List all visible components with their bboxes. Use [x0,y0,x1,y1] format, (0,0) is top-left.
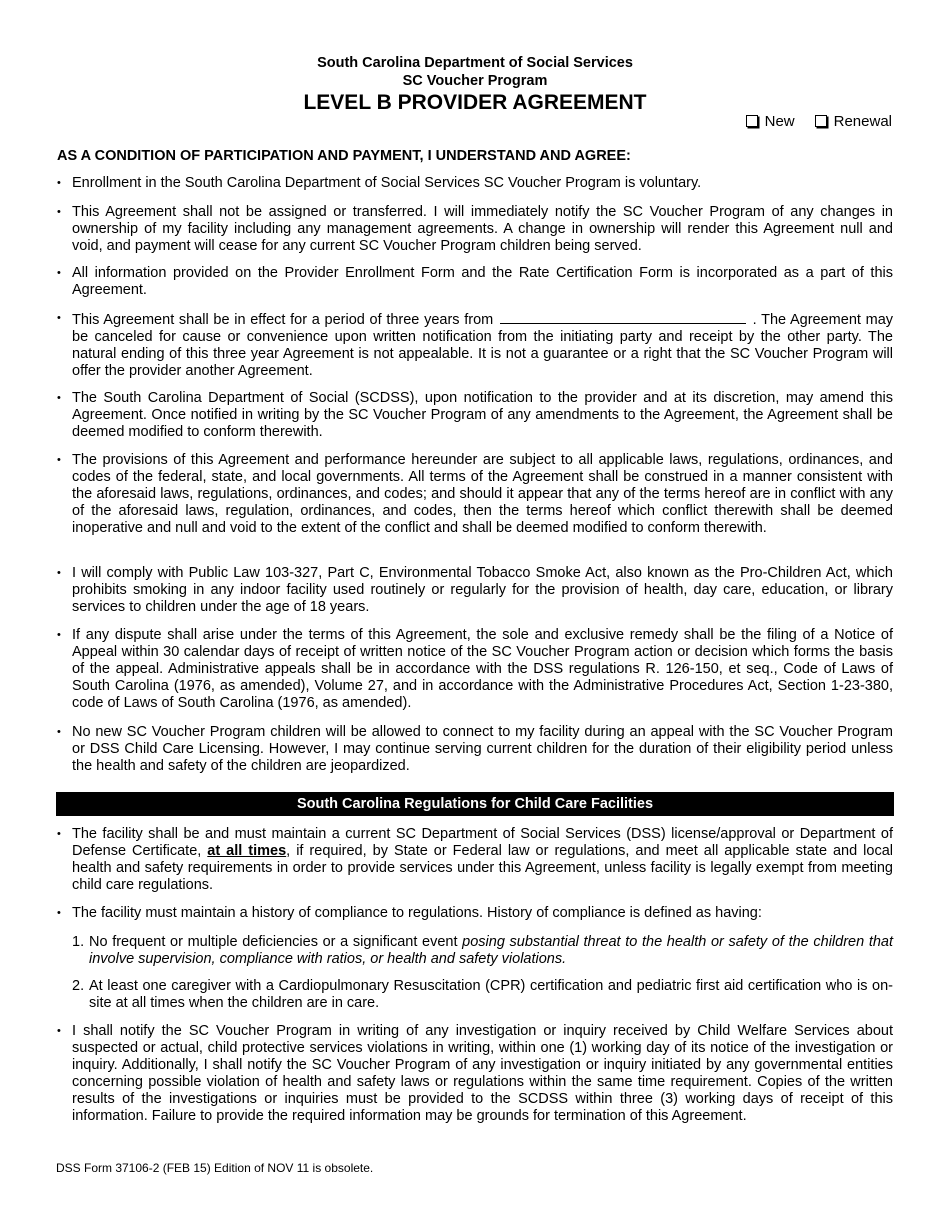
regulations-banner: South Carolina Regulations for Child Care Facilities [56,792,894,816]
term-item-6 [57,452,893,537]
term-text: If any dispute shall arise under the terms of this Agreement, the sole and exclusive remedy shall be the filing of a Notice of Appeal within 30 calendar days of receipt of written notice of the SC Voucher Program action or decision which forms the basis of the appeal. Administrative appeals shall be in accordance with the DSS regulations R. 126-150, et seq., Code of Laws of South Carolina (1976, as amended), Volume 27, and in accordance with the Administrative Procedures Act, Section 1-23-380, code of Laws of South Carolina (1976, as amended). [72,627,893,711]
condition-heading: AS A CONDITION OF PARTICIPATION AND PAYMENT, I UNDERSTAND AND AGREE: [57,148,631,164]
start-date-field[interactable] [500,310,746,324]
numbered-item-2 [72,978,893,1012]
license-text-before: The facility shall be and must maintain a current SC Department of Social Services (DSS) license/approval or Department of Defense Certificate, [72,826,893,859]
bullet-icon: • [57,206,61,218]
bullet-icon: • [57,907,61,919]
term-text: The provisions of this Agreement and performance hereunder are subject to all applicable laws, regulations, ordinances, and codes of the federal, state, and local governments. All terms of the Agreement shall be construed in a manner consistent with the aforesaid laws, regulations, ordinances, and codes; and should it appear that any of the terms hereof are in conflict with any of the aforesaid laws, regulation, ordinances, and codes, then the terms hereof which conflict therewith shall be deemed inoperative and null and void to the extent of the conflict and shall be deemed modified to conform therewith. [72,452,893,536]
bullet-icon: • [57,454,61,466]
new-label: New [764,113,795,130]
term-text-before: This Agreement shall be in effect for a period of three years from [72,312,494,328]
license-text-after: , if required, by State or Federal law or regulations, and meet all applicable state and local health and safety requirements in order to provide services under this Agreement, unless facility is legally exempt from meeting child care regulations. [72,843,893,893]
term-item-4 [57,310,893,380]
agency-name: South Carolina Department of Social Services [317,55,633,71]
term-text: This Agreement shall not be assigned or transferred. I will immediately notify the SC Voucher Program of any changes in ownership of my facility including any management agreements. A change in ownership will render this Agreement null and void, and payment will cease for any current SC Voucher Program children being served. [72,204,893,254]
bullet-icon: • [57,567,61,579]
term-text-after: . The Agreement may be canceled for cause or convenience upon written notification from the initiating party and receipt by the other party. The natural ending of this three year Agreement is not appealable. It is not a guarantee or a right that the SC Voucher Program will offer the provider another Agreement. [72,312,894,379]
numbered-text: No frequent or multiple deficiencies or a significant event [89,934,458,950]
term-item-3 [57,265,893,299]
bullet-icon: • [57,726,61,738]
checkbox-icon[interactable] [815,115,827,127]
bullet-icon: • [57,267,61,279]
regulation-history-item [57,905,893,922]
term-text: All information provided on the Provider Enrollment Form and the Rate Certification Form is incorporated as a part of this Agreement. [72,265,893,298]
agreement-type-options [746,113,892,131]
term-item-5 [57,390,893,441]
regulation-license-item [57,826,893,894]
numbered-text: At least one caregiver with a Cardiopulmonary Resuscitation (CPR) certification and pediatric first aid certification who is on-site at all times when the children are in care. [89,978,893,1011]
term-text: No new SC Voucher Program children will be allowed to connect to my facility during an appeal with the SC Voucher Program or DSS Child Care Licensing. However, I may continue serving current children for the duration of their eligibility period unless the health and safety of the children are jeopardized. [72,724,893,774]
term-text: Enrollment in the South Carolina Department of Social Services SC Voucher Program is voluntary. [72,175,702,191]
bullet-icon: • [57,392,61,404]
renewal-checkbox[interactable] [815,113,892,131]
term-text: The South Carolina Department of Social (SCDSS), upon notification to the provider and at its discretion, may amend this Agreement. Once notified in writing by the SC Voucher Program of any amendments to the Agreement, the Agreement shall be deemed modified to conform therewith. [72,390,893,440]
term-text: I will comply with Public Law 103-327, Part C, Environmental Tobacco Smoke Act, also known as the Pro-Children Act, which prohibits smoking in any indoor facility used routinely or regularly for the provision of health, day care, education, or library services to children under the age of 18 years. [72,565,893,615]
numbered-italic-text: posing substantial threat to the health or safety of the children that involve supervision, compliance with ratios, or health and safety violations. [89,934,894,967]
document-title: LEVEL B PROVIDER AGREEMENT [303,91,647,114]
regulation-notify-item [57,1023,893,1125]
bullet-icon: • [57,629,61,641]
term-item-8 [57,627,893,712]
notify-text: I shall notify the SC Voucher Program in writing of any investigation or inquiry received by Child Welfare Services about suspected or actual, child protective services violations in writing, within one (1) working day of its notice of the investigation or inquiry. Additionally, I shall notify the SC Voucher Program of any investigation or inquiry initiated by any governmental entities concerning possible violation of health and safety laws or regulations within the same time requirement. Copies of the written results of the investigations or inquiries must be provided to the SCDSS within three (3) working days of receipt of this information. Failure to provide the required information may be grounds for termination of this Agreement. [72,1023,893,1124]
form-number-footer: DSS Form 37106-2 (FEB 15) Edition of NOV 11 is obsolete. [56,1161,374,1175]
item-number: 1. [72,934,85,950]
at-all-times-emphasis: at all times [207,843,287,859]
bullet-icon: • [57,177,61,189]
term-item-1 [57,175,893,192]
term-item-2 [57,204,893,255]
item-number: 2. [72,978,85,994]
bullet-icon: • [57,312,61,324]
new-checkbox[interactable] [746,113,795,131]
term-item-9 [57,724,893,775]
bullet-icon: • [57,828,61,840]
history-text: The facility must maintain a history of compliance to regulations. History of compliance is defined as having: [72,905,762,921]
term-item-7 [57,565,893,616]
program-name: SC Voucher Program [402,73,548,89]
checkbox-icon[interactable] [746,115,758,127]
renewal-label: Renewal [833,113,892,130]
bullet-icon: • [57,1025,61,1037]
numbered-item-1 [72,934,893,968]
